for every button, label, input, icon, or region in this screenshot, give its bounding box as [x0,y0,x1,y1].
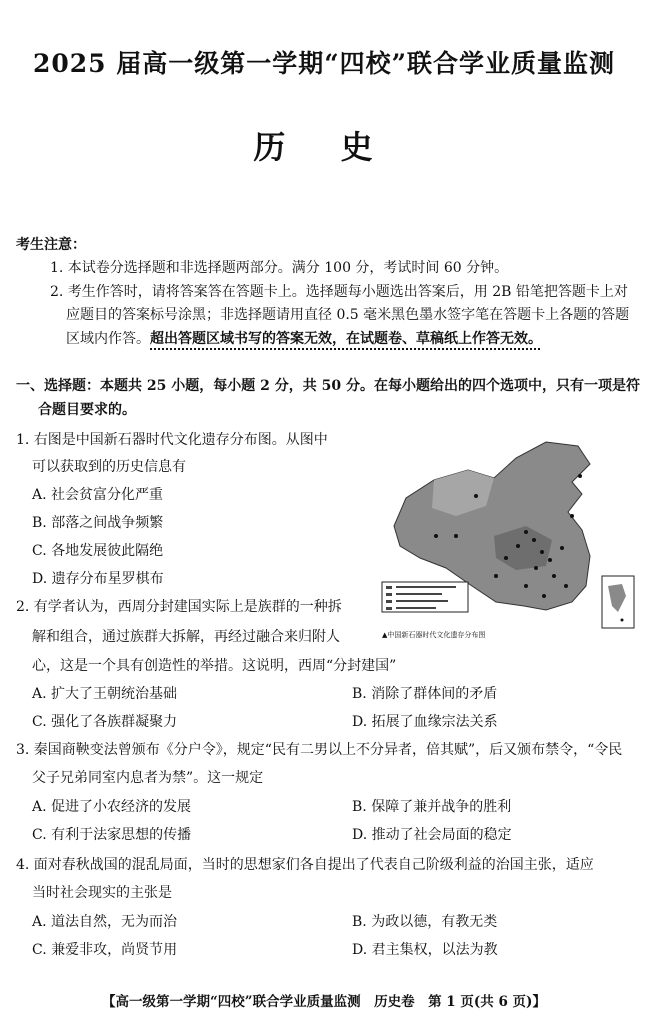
neolithic-sites-map [376,436,638,640]
q2-option-d: D. 拓展了血缘宗法关系 [352,714,498,730]
notice-heading: 考生注意： [16,237,86,253]
q3-option-d: D. 推动了社会局面的稳定 [352,827,512,843]
notice-item-2-line-3 [66,329,542,349]
q1-option-b: B. 部落之间战争频繁 [32,515,164,531]
q2-option-c: C. 强化了各族群凝聚力 [32,714,178,730]
q2-stem-line-1: 2. 有学者认为，西周分封建国实际上是族群的一种拆 [16,599,342,615]
q3-stem-line-1: 3. 秦国商鞅变法曾颁布《分户令》，规定“民有二男以上不分异者，倍其赋”，后又颁布禁令，“令民 [16,742,623,758]
q4-option-b: B. 为政以德，有教无类 [352,914,498,930]
section-heading-line-2: 合题目要求的。 [38,402,136,418]
q3-option-b: B. 保障了兼并战争的胜利 [352,799,512,815]
subject-title: 历 史 [253,128,395,166]
exam-title: 2025 届高一级第一学期“四校”联合学业质量监测 [32,49,616,78]
q1-stem-line-1: 1. 右图是中国新石器时代文化遗存分布图。从图中 [16,432,328,448]
q4-option-a: A. 道法自然，无为而治 [32,914,178,930]
china-map-image [376,436,638,640]
notice-emphasis: 超出答题区域书写的答案无效，在试题卷、草稿纸上作答无效。 [150,331,542,347]
notice-plain-text: 区域内作答。 [66,331,150,347]
notice-item-1: 1. 本试卷分选择题和非选择题两部分。满分 100 分，考试时间 60 分钟。 [50,260,509,276]
q4-option-d: D. 君主集权，以法为教 [352,942,498,958]
q4-stem-line-2: 当时社会现实的主张是 [32,885,172,901]
q4-stem-line-1: 4. 面对春秋战国的混乱局面，当时的思想家们各自提出了代表自己阶级利益的治国主张，适应 [16,857,594,873]
notice-item-2-line-1: 2. 考生作答时，请将答案答在答题卡上。选择题每小题选出答案后，用 2B 铅笔把答题卡上对 [50,284,628,300]
notice-item-2-line-2: 应题目的答案标号涂黑；非选择题请用直径 0.5 毫米黑色墨水签字笔在答题卡上各题的答题 [66,307,630,323]
q3-option-a: A. 促进了小农经济的发展 [32,799,192,815]
q2-stem-line-2: 解和组合，通过族群大拆解，再经过融合来归附人 [32,629,340,645]
q3-stem-line-2: 父子兄弟同室内息者为禁”。这一规定 [32,770,264,786]
q4-option-c: C. 兼爱非攻，尚贤节用 [32,942,178,958]
page-footer: 【高一级第一学期“四校”联合学业质量监测 历史卷 第 1 页(共 6 页)】 [102,994,546,1010]
q1-option-c: C. 各地发展彼此隔绝 [32,543,164,559]
q1-stem-line-2: 可以获取到的历史信息有 [32,459,186,475]
q2-option-a: A. 扩大了王朝统治基础 [32,686,178,702]
section-heading-line-1: 一、选择题：本题共 25 小题，每小题 2 分，共 50 分。在每小题给出的四个选项中，只有一项是符 [16,378,640,394]
q2-stem-line-3: 心，这是一个具有创造性的举措。这说明，西周“分封建国” [32,658,397,674]
map-caption: ▲中国新石器时代文化遗存分布图 [382,631,486,639]
q3-option-c: C. 有利于法家思想的传播 [32,827,192,843]
q1-option-d: D. 遗存分布星罗棋布 [32,571,164,587]
q2-option-b: B. 消除了群体间的矛盾 [352,686,498,702]
q1-option-a: A. 社会贫富分化严重 [32,487,164,503]
